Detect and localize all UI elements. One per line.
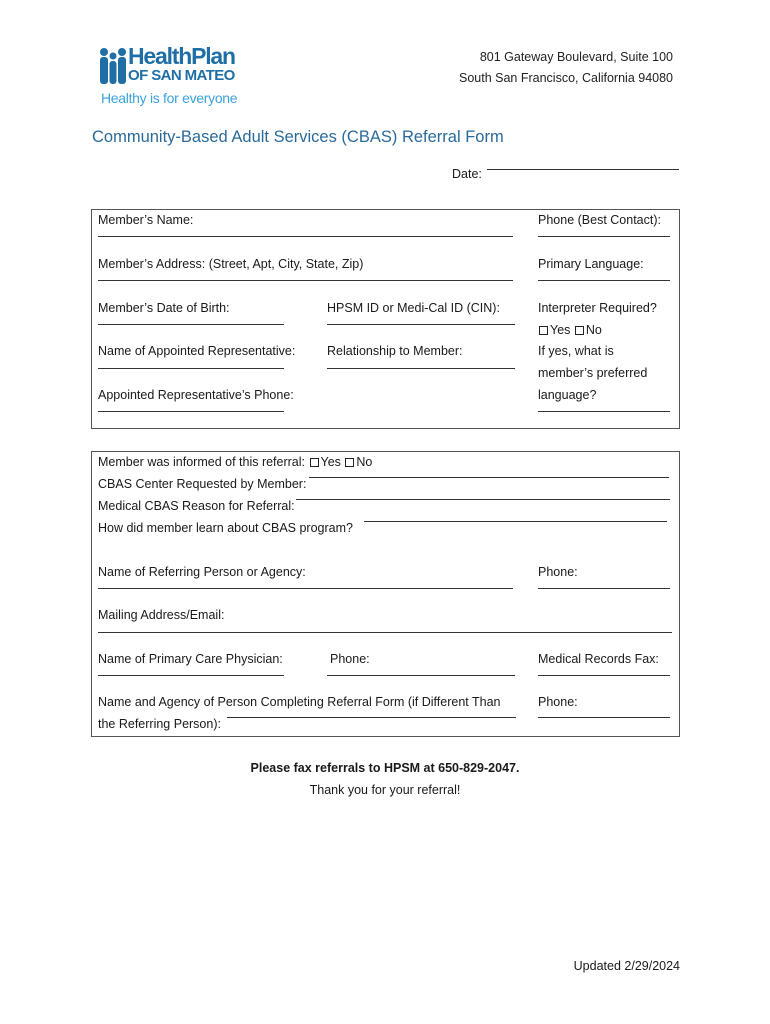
member-name-field[interactable] (98, 236, 513, 237)
member-address-label: Member’s Address: (Street, Apt, City, State, Zip) (98, 257, 364, 271)
preferred-language-field[interactable] (538, 411, 670, 412)
address-line-1: 801 Gateway Boulevard, Suite 100 (479, 50, 673, 64)
pcp-phone-label: Phone: (330, 652, 370, 666)
date-label: Date: (452, 167, 482, 181)
center-requested-label: CBAS Center Requested by Member: (98, 477, 307, 491)
medical-reason-field[interactable] (296, 499, 670, 500)
mailing-field[interactable] (98, 632, 672, 633)
informed-no-label: No (356, 455, 373, 469)
completing-label-line-2: the Referring Person): (98, 717, 221, 731)
records-fax-label: Medical Records Fax: (538, 652, 659, 666)
hpsm-id-field[interactable] (327, 324, 515, 325)
organization-address (459, 47, 673, 89)
form-title: Community-Based Adult Services (CBAS) Referral Form (92, 128, 504, 146)
fax-instruction: Please fax referrals to HPSM at 650-829-2047. (250, 761, 520, 775)
referring-phone-field[interactable] (538, 588, 670, 589)
phone-best-contact-field[interactable] (538, 236, 670, 237)
dob-field[interactable] (98, 324, 284, 325)
informed-yes-label: Yes (320, 455, 341, 469)
center-requested-field[interactable] (309, 477, 669, 478)
people-icon (98, 46, 128, 86)
updated-date: Updated 2/29/2024 (573, 959, 680, 973)
interpreter-no-checkbox[interactable] (575, 326, 584, 335)
interpreter-yes-checkbox[interactable] (539, 326, 548, 335)
hpsm-logo (98, 44, 258, 110)
logo-subwordmark: OF SAN MATEO (128, 67, 235, 84)
primary-language-field[interactable] (538, 280, 670, 281)
date-field[interactable] (487, 169, 679, 170)
referring-name-field[interactable] (98, 588, 513, 589)
completing-field[interactable] (227, 717, 516, 718)
preferred-language-line-2: member’s preferred (538, 366, 648, 380)
rep-phone-field[interactable] (98, 411, 284, 412)
referring-phone-label: Phone: (538, 565, 578, 579)
rep-phone-label: Appointed Representative’s Phone: (98, 388, 294, 402)
informed-row (98, 454, 372, 470)
preferred-language-line-3: language? (538, 388, 597, 402)
logo-tagline: Healthy is for everyone (101, 90, 238, 106)
informed-label: Member was informed of this referral: (98, 455, 306, 469)
completing-phone-field[interactable] (538, 717, 670, 718)
member-address-field[interactable] (98, 280, 513, 281)
interpreter-label: Interpreter Required? (538, 301, 657, 315)
records-fax-field[interactable] (538, 675, 670, 676)
address-line-2: South San Francisco, California 94080 (458, 71, 673, 85)
informed-no-checkbox[interactable] (345, 458, 354, 467)
referring-name-label: Name of Referring Person or Agency: (98, 565, 306, 579)
appointed-rep-label: Name of Appointed Representative: (98, 344, 296, 358)
member-name-label: Member’s Name: (98, 213, 194, 227)
mailing-label: Mailing Address/Email: (98, 608, 225, 622)
thank-you-note: Thank you for your referral! (309, 783, 461, 797)
completing-label-line-1: Name and Agency of Person Completing Referral Form (if Different Than (98, 695, 501, 709)
how-learn-field[interactable] (364, 521, 667, 522)
interpreter-no-label: No (585, 323, 602, 337)
pcp-field[interactable] (98, 675, 284, 676)
interpreter-yes-label: Yes (550, 323, 571, 337)
interpreter-options (538, 322, 602, 338)
appointed-rep-field[interactable] (98, 368, 284, 369)
medical-reason-label: Medical CBAS Reason for Referral: (98, 499, 295, 513)
phone-best-contact-label: Phone (Best Contact): (538, 213, 661, 227)
preferred-language-line-1: If yes, what is (538, 344, 614, 358)
informed-yes-checkbox[interactable] (310, 458, 319, 467)
pcp-phone-field[interactable] (327, 675, 515, 676)
dob-label: Member’s Date of Birth: (98, 301, 230, 315)
pcp-label: Name of Primary Care Physician: (98, 652, 283, 666)
primary-language-label: Primary Language: (538, 257, 644, 271)
relationship-field[interactable] (327, 368, 515, 369)
date-row (452, 167, 482, 181)
logo-wordmark: HealthPlan (128, 43, 235, 69)
relationship-label: Relationship to Member: (327, 344, 463, 358)
how-learn-label: How did member learn about CBAS program? (98, 521, 353, 535)
completing-phone-label: Phone: (538, 695, 578, 709)
hpsm-id-label: HPSM ID or Medi-Cal ID (CIN): (327, 301, 500, 315)
